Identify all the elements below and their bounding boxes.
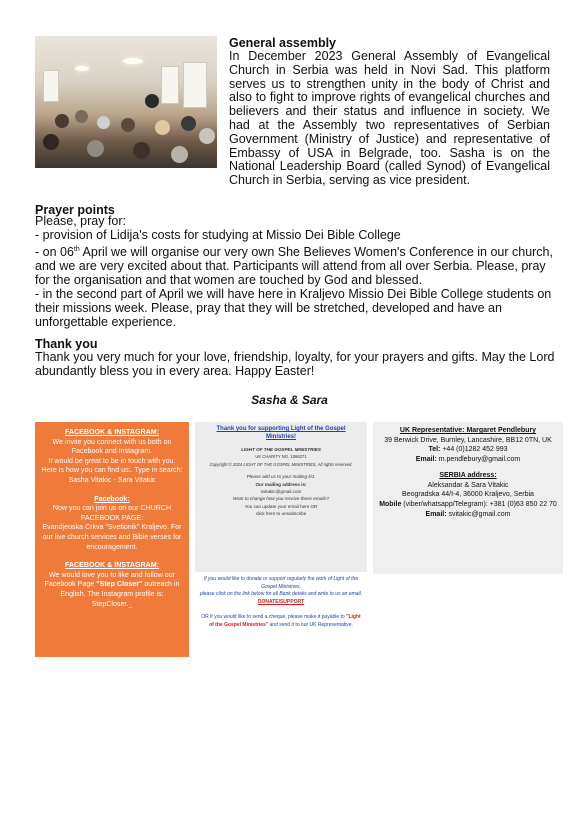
contact-box — [373, 422, 563, 574]
social-heading-3: FACEBOOK & INSTAGRAM: — [64, 561, 160, 570]
social-text-6c: outreach in English. The Instagram profile is: StepCloser._ — [60, 580, 180, 608]
uk-email-value[interactable]: m.pendlebury@gmail.com — [436, 456, 521, 464]
change-emails-text: Want to change how you receive these emails? — [232, 496, 330, 502]
charity-number: UK CHARITY NO. 1066271 — [255, 454, 307, 460]
prayer-item-2 — [35, 243, 555, 288]
mailing-address-label: Our mailing address is: — [255, 481, 307, 487]
social-text-2: It would be great to be in touch with you. — [48, 456, 176, 465]
donate-text-1: If you would like to donate or support regularly the work of Light of the Gospel Ministries, — [203, 576, 359, 590]
social-text-4: Now you can join us on our CHURCH FACEBOOK PAGE: — [52, 504, 172, 522]
step-closer-name: "Step Closer" — [96, 580, 143, 589]
assembly-photo — [35, 36, 217, 168]
uk-email — [377, 455, 559, 465]
mailing-email[interactable]: svitakic@gmail.com — [260, 489, 302, 495]
general-assembly-title: General assembly — [229, 36, 337, 50]
social-text-1: We invite you connect with us both on Facebook and Instagram. — [52, 437, 172, 456]
prayer-item-1: - provision of Lidija's costs for studying at Missio Dei Bible College — [35, 227, 401, 242]
prayer-item-2-sup: th — [73, 245, 80, 253]
prayer-points-body — [35, 215, 555, 329]
thank-you-text: Thank you very much for your love, friendship, loyalty, for your prayers and gifts. May the Lord abundantly bless you in every area. Happy Easter! — [35, 350, 555, 378]
donate-box — [195, 572, 367, 657]
serbia-address-title: SERBIA address: — [439, 471, 497, 479]
cheque-text-end: and send it to our UK Representative. — [268, 621, 353, 628]
social-text-6 — [40, 571, 184, 609]
serbia-address: Beogradska 44/I-4, 36000 Kraljevo, Serbia — [402, 491, 534, 499]
serbia-mobile — [377, 500, 559, 510]
social-text-6a: We would love you to like and follow our Facebook Page — [44, 570, 176, 589]
uk-phone — [377, 445, 559, 455]
serbia-names: Aleksandar & Sara Vitakic — [427, 481, 509, 489]
uk-rep-title: UK Representative: Margaret Pendlebury — [399, 427, 537, 434]
thank-you-title: Thank you — [35, 337, 98, 351]
prayer-item-3: - in the second part of April we will have here in Kraljevo Missio Dei Bible College students on their missions week. Please, pray that they will be stretched, developed and have an unforgettable experience. — [35, 286, 552, 329]
prayer-points-title: Prayer points — [35, 203, 115, 217]
social-text-3: Here is how you can find us:. Type in search: Sasha Vitakic - Sara Vitakic — [41, 466, 183, 484]
social-media-box — [35, 422, 189, 657]
uk-email-label: Email: — [415, 456, 437, 464]
cheque-text — [199, 614, 363, 629]
uk-address: 39 Berwick Drive, Burnley, Lancashire, BB12 0TN, UK — [384, 436, 552, 444]
serbia-mobile-label: Mobile — [379, 500, 402, 508]
social-heading-1: FACEBOOK & INSTAGRAM: — [64, 428, 160, 436]
cheque-text-start: OR if you would like to send a cheque, please make it payable to — [201, 614, 347, 621]
donate-support-link[interactable]: DONATE/SUPPORT — [257, 598, 305, 605]
prayer-intro: Please, pray for: — [35, 214, 127, 228]
copyright: Copyright © 2024 LIGHT OF THE GOSPEL MINISTRIES, All rights reserved. — [209, 461, 353, 467]
donate-text-2: please click on the link below for all Bank details and write to us an email. — [199, 591, 363, 598]
signature: Sasha & Sara — [251, 393, 328, 407]
prayer-item-2-rest: April we will organise our very own She Believes Women's Conference in our church, and we are very excited about that. Participants will attend from all over Serbia. Please, pray for the organisation and that women are touched by God and blessed. — [35, 244, 553, 287]
general-assembly-text: In December 2023 General Assembly of Evangelical Church in Serbia was held in Novi Sad. This platform serves us to strengthen unity in the body of Christ and also to fight to improve rights of evangelical churches and believers and their status and influence in society. We had at the Assembly two representatives of Serbian Government (Ministry of Justice) and representative of Embassy of USA in Belgrade, too. Sasha is on the National Leadership Board (called Synod) of Evangelical Church in Serbia, serving as vice president. — [229, 49, 550, 188]
serbia-email — [377, 510, 559, 520]
social-text-5: Evandjeoska Crkva "Svetionik" Kraljevo. For our live church services and Bible verses for encouragement. — [42, 523, 182, 551]
mailing-list-link[interactable]: Please add us to your mailing list. — [246, 474, 316, 480]
newsletter-footer — [195, 422, 367, 572]
org-name: LIGHT OF THE GOSPEL MINISTRIES — [241, 447, 321, 452]
serbia-email-label: Email: — [425, 510, 447, 518]
unsubscribe-link[interactable]: click here to unsubscribe — [255, 511, 307, 517]
serbia-mobile-value: (viber/whatsapp/Telegram): +381 (0)63 850 22 70 — [401, 500, 557, 508]
uk-phone-value: +44 (0)1282 452 993 — [440, 446, 508, 454]
uk-phone-label: Tel: — [428, 446, 441, 454]
payee-name: "Light of the Gospel Ministries" — [209, 614, 361, 628]
serbia-email-value[interactable]: svitakic@gmail.com — [446, 510, 511, 518]
update-email-link[interactable]: You can update your email here OR — [244, 503, 318, 509]
support-thanks-link[interactable]: Thank you for supporting Light of the Gospel Ministries! — [216, 426, 346, 440]
social-heading-2: Facebook: — [94, 494, 130, 503]
prayer-item-2-start: - on 06 — [35, 244, 74, 259]
